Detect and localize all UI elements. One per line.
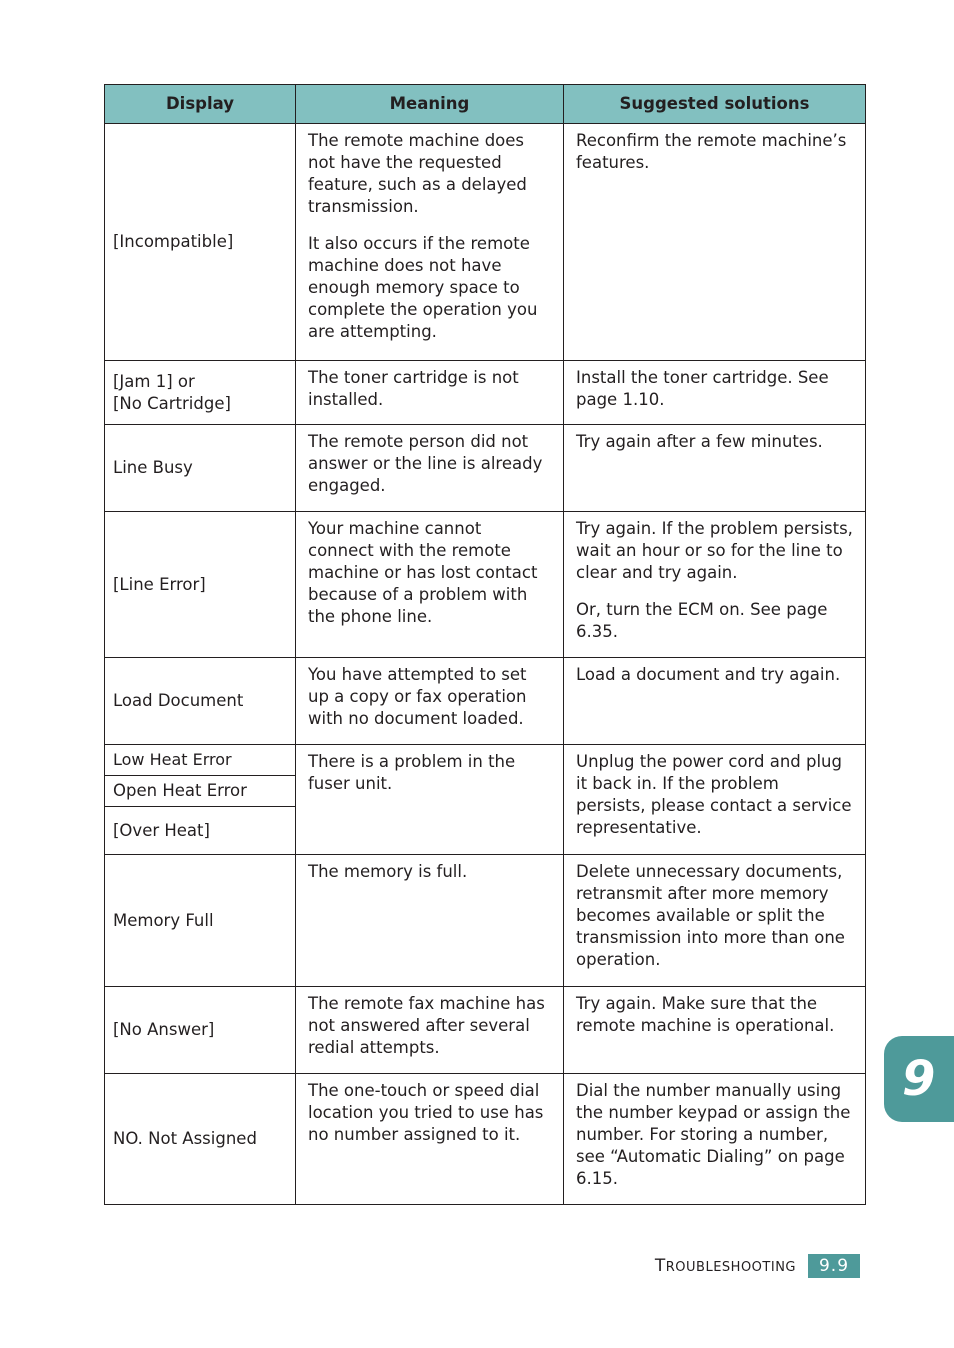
display-cell: [Incompatible] <box>105 124 296 361</box>
table-row <box>105 658 866 745</box>
solution-text: Load a document and try again. <box>576 665 841 684</box>
table-row <box>105 512 866 658</box>
solution-text: Delete unnecessary documents, retransmit after more memory becomes available or split the transmission into more than one operation. <box>576 862 845 969</box>
display-cell: Load Document <box>105 658 296 745</box>
display-cell: Open Heat Error <box>105 776 296 807</box>
solution-cell <box>564 658 866 745</box>
meaning-text: It also occurs if the remote machine does not have enough memory space to complete the operation you are attempting. <box>308 234 538 341</box>
table-row <box>105 1074 866 1205</box>
solution-text: Try again. Make sure that the remote machine is operational. <box>576 994 835 1035</box>
header-meaning: Meaning <box>296 85 564 124</box>
meaning-cell <box>296 361 564 425</box>
solution-text: Try again after a few minutes. <box>576 432 823 451</box>
page-number: 9.9 <box>808 1254 860 1278</box>
display-cell: Low Heat Error <box>105 745 296 776</box>
meaning-text: The one-touch or speed dial location you tried to use has no number assigned to it. <box>308 1081 544 1144</box>
solution-cell <box>564 745 866 855</box>
meaning-cell <box>296 658 564 745</box>
solution-text: Try again. If the problem persists, wait an hour or so for the line to clear and try again. <box>576 519 853 582</box>
table-row <box>105 745 866 776</box>
meaning-cell <box>296 987 564 1074</box>
display-cell <box>105 361 296 425</box>
table-row <box>105 124 866 361</box>
section-title-rest: ROUBLESHOOTING <box>665 1260 796 1275</box>
meaning-text: The remote machine does not have the requested feature, such as a delayed transmission. <box>308 131 527 216</box>
display-cell: Line Busy <box>105 425 296 512</box>
display-cell: NO. Not Assigned <box>105 1074 296 1205</box>
meaning-text: There is a problem in the fuser unit. <box>308 752 516 793</box>
display-text: [Jam 1] or [No Cartridge] <box>113 371 231 413</box>
header-display: Display <box>105 85 296 124</box>
display-cell: [Over Heat] <box>105 807 296 855</box>
meaning-text: The memory is full. <box>308 862 468 881</box>
meaning-text: Your machine cannot connect with the remote machine or has lost contact because of a problem with the phone line. <box>308 519 538 626</box>
solution-cell <box>564 425 866 512</box>
chapter-tab: 9 <box>884 1036 954 1122</box>
meaning-cell <box>296 745 564 855</box>
solution-cell <box>564 855 866 987</box>
meaning-cell <box>296 124 564 361</box>
header-solutions: Suggested solutions <box>564 85 866 124</box>
section-title-initial: T <box>654 1256 666 1276</box>
solution-text: Or, turn the ECM on. See page 6.35. <box>576 600 828 641</box>
meaning-cell <box>296 855 564 987</box>
solution-cell <box>564 512 866 658</box>
table-header-row <box>105 85 866 124</box>
solution-cell <box>564 361 866 425</box>
display-cell: [No Answer] <box>105 987 296 1074</box>
section-title <box>655 1256 796 1276</box>
meaning-text: The remote person did not answer or the line is already engaged. <box>308 432 543 495</box>
table-row <box>105 361 866 425</box>
solution-text: Dial the number manually using the number keypad or assign the number. For storing a number, see “Automatic Dialing” on page 6.15. <box>576 1081 851 1188</box>
meaning-text: The toner cartridge is not installed. <box>308 368 519 409</box>
solution-text: Install the toner cartridge. See page 1.10. <box>576 368 829 409</box>
meaning-text: You have attempted to set up a copy or fax operation with no document loaded. <box>308 665 527 728</box>
meaning-cell <box>296 425 564 512</box>
meaning-cell <box>296 512 564 658</box>
error-message-table <box>104 84 866 1205</box>
solution-text: Reconfirm the remote machine’s features. <box>576 131 847 172</box>
display-cell: [Line Error] <box>105 512 296 658</box>
table-row <box>105 987 866 1074</box>
meaning-cell <box>296 1074 564 1205</box>
solution-cell <box>564 987 866 1074</box>
solution-text: Unplug the power cord and plug it back in. If the problem persists, please contact a service representative. <box>576 752 852 837</box>
display-cell: Memory Full <box>105 855 296 987</box>
table-row <box>105 425 866 512</box>
meaning-text: The remote fax machine has not answered after several redial attempts. <box>308 994 545 1057</box>
solution-cell <box>564 1074 866 1205</box>
solution-cell <box>564 124 866 361</box>
table-row <box>105 855 866 987</box>
